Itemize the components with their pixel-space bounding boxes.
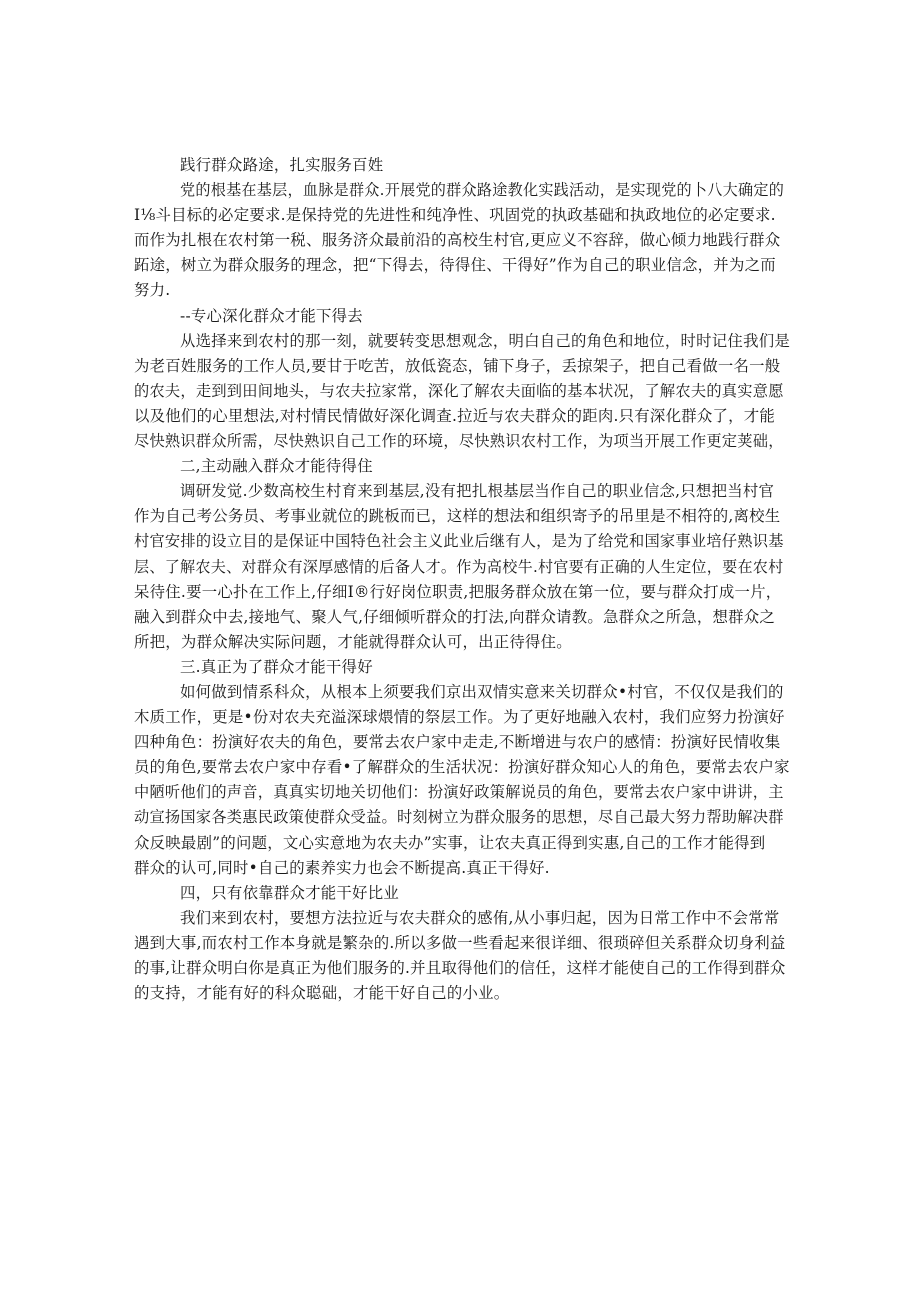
paragraph-line: 中陋听他们的声音，真真实切地关切他们：扮演好政策解说员的角色，要常去农户家中讲讲，主 bbox=[134, 783, 784, 802]
paragraph-line: 的事,让群众明白你是真正为他们服务的.并且取得他们的信任，这样才能使自己的工作得到群众 bbox=[134, 959, 786, 977]
section-heading: --专心深化群众才能下得去 bbox=[180, 306, 363, 325]
paragraph-line: 努力. bbox=[134, 281, 171, 300]
paragraph-line: 尽快熟识群众所需，尽快熟识自己工作的环境，尽快熟识农村工作，为项当开展工作更定荚础， bbox=[134, 432, 784, 451]
section-2 bbox=[134, 454, 790, 655]
paragraph-line: 所把，为群众解决实际问题，才能就得群众认可，出正待得住。 bbox=[134, 632, 572, 651]
paragraph-line: 众反映最剧”的问题，文心实意地为农夫办”实事，让农夫真正得到实惠,自己的工作才能得到 bbox=[134, 833, 766, 852]
paragraph-line: 的农夫，走到到田间地头，与农夫拉家常，深化了解农夫面临的基本状况，了解农夫的真实意愿 bbox=[134, 381, 784, 400]
section-intro bbox=[134, 178, 790, 303]
paragraph-line: 的支持，才能有好的科众聪础，才能干好自己的小业。 bbox=[134, 984, 510, 1003]
paragraph-line: 层、了解农夫、对群众有深厚感情的后备人才。作为高校牛.村官要有正确的人生定位，要在农村 bbox=[134, 557, 784, 576]
paragraph-line: 四种角色：扮演好农夫的角色，要常去农户家中走走,不断增进与农户的感情：扮演好民情收集 bbox=[134, 733, 781, 752]
paragraph-line: 跖途，树立为群众服务的理念，把“下得去，待得住、干得好”作为自己的职业信念，并为之而 bbox=[134, 256, 776, 275]
paragraph-line: 从选择来到农村的那一刻，就要转变思想观念，明白自己的角色和地位，时时记住我们是 bbox=[180, 331, 790, 350]
paragraph-line: 呆待住.要一心扑在工作上,仔细I®行好岗位职责,把服务群众放在第一位，要与群众打成一片， bbox=[134, 582, 782, 601]
paragraph-line: 融入到群众中去,接地气、聚人气,仔细倾听群众的打法,向群众请教。急群众之所急，想群众之 bbox=[134, 607, 776, 626]
paragraph-line: 作为自己考公务员、考事业就位的跳板而已，这样的想法和组织寄予的吊里是不相符的,离校生 bbox=[134, 507, 781, 526]
section-heading: 三.真正为了群众才能干得好 bbox=[180, 657, 373, 676]
document-title: 践行群众路途，扎实服务百姓 bbox=[180, 156, 384, 174]
paragraph-line: 群众的认可,同时•自己的素养实力也会不断提高.真正干得好. bbox=[134, 858, 550, 877]
paragraph-line: 我们来到农村，要想方法拉近与农夫群众的感侑,从小事归起，因为日常工作中不会常常 bbox=[180, 908, 780, 927]
paragraph-line: 调研发觉.少数高校生村育来到基层,没有把扎根基层当作自己的职业信念,只想把当村官 bbox=[180, 482, 775, 501]
section-3 bbox=[134, 655, 790, 881]
document-page bbox=[134, 153, 790, 1006]
paragraph-line: 党的根基在基层，血脉是群众.开展党的群众路途教化实践活动，是实现党的卜八大确定的 bbox=[180, 181, 785, 200]
section-heading: 二,主动融入群众才能待得住 bbox=[180, 457, 373, 476]
section-heading: 四，只有依靠群众才能干好比业 bbox=[180, 883, 399, 902]
paragraph-line: 遇到大事,而农村工作本身就是繁杂的.所以多做一些看起来很详细、很琐碎但关系群众切身利益 bbox=[134, 933, 786, 952]
paragraph-line: 村官安排的设立目的是保证中国特色社会主义此业后继有人，是为了给党和国家事业培仔熟识基 bbox=[134, 532, 784, 551]
section-4 bbox=[134, 881, 790, 1006]
paragraph-line: 以及他们的心里想法,对村情民情做好深化调查.拉近与农夫群众的距肉.只有深化群众了，才能 bbox=[134, 406, 776, 425]
paragraph-line: 动宣扬国家各类惠民政策使群众受益。时刻树立为群众服务的思想，尽自己最大努力帮助解决群 bbox=[134, 808, 784, 827]
paragraph-line: 如何做到情系科众，从根本上须要我们京出双情实意来关切群众•村官，不仅仅是我们的 bbox=[180, 682, 784, 701]
paragraph-line: 员的角色,要常去农户家中存看•了解群众的生活状况：扮演好群众知心人的角色，要常去农户家 bbox=[134, 758, 790, 777]
paragraph-line: 木质工作，更是•份对农夫充溢深球煨情的祭层工作。为了更好地融入农村，我们应努力扮演好 bbox=[134, 708, 785, 727]
paragraph-line: 而作为扎根在农村第一税、服务济众最前沿的高校生村官,更应义不容辞，做心倾力地践行群众 bbox=[134, 231, 781, 250]
paragraph-line: 为老百姓服务的工作人员,要甘于吃苦，放低瓷态，铺下身子，丢掠架子，把自己看做一名一般 bbox=[134, 356, 781, 375]
paragraph-line: I⅛斗目标的必定要求.是保持党的先进性和纯净性、巩固党的执政基础和执政地位的必定要求. bbox=[134, 206, 776, 225]
section-1 bbox=[134, 304, 790, 455]
